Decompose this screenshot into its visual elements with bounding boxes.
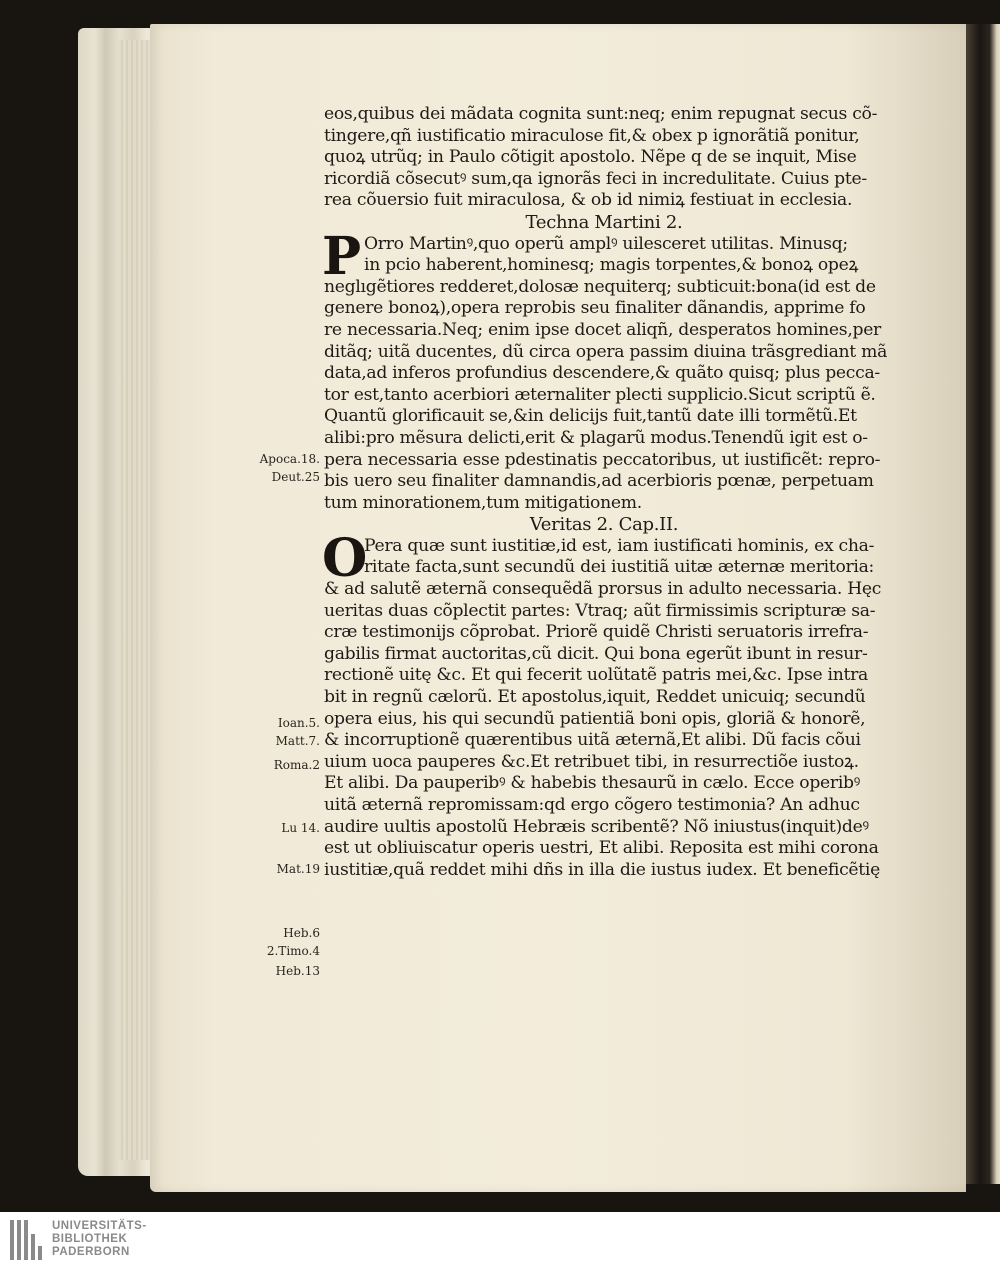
- text-line: opera eius, his qui secundũ patientiã boni opis, gloriã & honorẽ,: [324, 708, 866, 729]
- text-line: neglıgẽtiores redderet,dolosæ nequiterq; subticuit:bona(id est de: [324, 276, 876, 297]
- text-line: rea cõuersio fuit miraculosa, & ob id nimiꝝ festiuat in ecclesia.: [324, 190, 853, 211]
- margin-note: Apoca.18.: [259, 452, 320, 466]
- section-heading-veritas: Veritas 2. Cap.II.: [529, 514, 679, 536]
- text-line: quoꝝ utrũq; in Paulo cõtigit apostolo. Nẽpe q de se inquit, Mise: [324, 147, 857, 168]
- text-line: re necessaria.Neq; enim ipse docet aliqñ, desperatos homines,per: [324, 319, 881, 340]
- text-line: data,ad inferos profundius descendere,& quãto quisq; plus pecca-: [324, 363, 880, 384]
- drop-cap-o: O: [322, 527, 367, 589]
- logo-line: BIBLIOTHEK: [52, 1233, 128, 1245]
- text-line: ritate facta,sunt secundũ dei iustitiã uitæ æternæ meritoria:: [364, 557, 875, 578]
- text-line: eos,quibus dei mãdata cognita sunt:neq; enim repugnat secus cõ-: [324, 104, 878, 124]
- text-line: alibi:pro mẽsura delicti,erit & plagarũ modus.Tenendũ igit est o-: [324, 427, 868, 448]
- top-paragraph: [324, 104, 884, 212]
- text-line: uium uoca pauperes &c.Et retribuet tibi, in resurrectiõe iustoꝝ.: [324, 751, 859, 772]
- text-line: iustitiæ,quã reddet mihi dñs in illa die iustus iudex. Et beneficẽtię: [324, 859, 880, 880]
- text-line: pera necessaria esse pdestinatis peccatoribus, ut iustificẽt: repro-: [324, 449, 881, 470]
- text-line: ricordiã cõsecutꝰ sum,qa ignorãs feci in incredulitate. Cuius pte-: [324, 168, 867, 189]
- text-line: & ad salutẽ æternã consequẽdã prorsus in adulto necessaria. Hęc: [324, 579, 882, 600]
- logo-line: UNIVERSITÄTS-: [52, 1220, 147, 1232]
- text-line: rectionẽ uitę &c. Et qui fecerit uolũtatẽ patris mei,&c. Ipse intra: [324, 665, 868, 686]
- section-heading-techna: Techna Martini 2.: [525, 211, 683, 233]
- text-line: audire uultis apostolũ Hebræis scribentẽ? Nõ iniustus(inquit)deꝰ: [324, 816, 869, 837]
- text-line: tum minorationem,tum mitigationem.: [324, 492, 642, 513]
- drop-cap-p: P: [322, 225, 361, 287]
- text-line: gabilis firmat auctoritas,cũ dicit. Qui bona egerũt ibunt in resur-: [324, 643, 868, 664]
- margin-note: Deut.25: [271, 470, 320, 484]
- margin-note: Lu 14.: [281, 821, 320, 835]
- margin-note: Roma.2: [273, 758, 320, 772]
- footer: [0, 1212, 1000, 1268]
- margin-note: Heb.13: [275, 964, 320, 978]
- text-line: & incorruptionẽ quærentibus uitã æternã,Et alibi. Dũ facis cõui: [324, 730, 861, 751]
- text-line: cræ testimonijs cõprobat. Priorẽ quidẽ Christi seruatoris irrefra-: [324, 622, 869, 643]
- margin-note: Matt.7.: [275, 734, 320, 748]
- library-logo-icon: [10, 1220, 46, 1260]
- margin-note: Mat.19: [276, 862, 320, 876]
- text-line: Orro Martinꝰ,quo operũ amplꝰ uilesceret utilitas. Minusq;: [364, 233, 848, 254]
- techna-paragraph: [322, 225, 888, 515]
- text-line: est ut obliuiscatur operis uestri, Et alibi. Reposita est mihi corona: [324, 838, 879, 859]
- library-logo-text: [52, 1220, 147, 1259]
- margin-note: 2.Timo.4: [266, 944, 320, 958]
- margin-note: Heb.6: [283, 926, 320, 940]
- text-line: bit in regnũ cælorũ. Et apostolus,iquit, Reddet unicuiq; secundũ: [324, 687, 866, 708]
- logo-line: PADERBORN: [52, 1246, 130, 1258]
- page-text: [322, 104, 888, 881]
- text-line: ueritas duas cõplectit partes: Vtraq; aũt firmissimis scripturæ sa-: [324, 600, 876, 621]
- text-line: tingere,qñ iustificatio miraculose fit,& obex p ignorãtiã ponitur,: [324, 125, 860, 146]
- text-line: ditãq; uitã ducentes, dũ circa opera passim diuina trãsgrediant mã: [324, 341, 888, 362]
- text-line: genere bonoꝝ),opera reprobis seu finaliter dãnandis, apprime fo: [324, 298, 866, 319]
- text-line: Pera quæ sunt iustitiæ,id est, iam iustificati hominis, ex cha-: [364, 535, 875, 556]
- text-line: in pcio haberent,hominesq; magis torpentes,& bonoꝝ opeꝝ: [364, 255, 859, 276]
- book-gutter: [966, 24, 1000, 1184]
- margin-note: Ioan.5.: [277, 716, 320, 730]
- text-line: Quantũ glorificauit se,&in delicijs fuit,tantũ date illi tormẽtũ.Et: [324, 406, 857, 427]
- veritas-paragraph: [322, 527, 884, 882]
- text-line: Et alibi. Da pauperibꝰ & habebis thesaurũ in cælo. Ecce operibꝰ: [324, 773, 860, 794]
- text-line: tor est,tanto acerbiori æternaliter plecti supplicio.Sicut scriptũ ẽ.: [324, 384, 876, 405]
- text-line: bis uero seu finaliter damnandis,ad acerbioris pœnæ, perpetuam: [324, 471, 874, 492]
- text-line: uitã æternã repromissam:qd ergo cõgero testimonia? An adhuc: [324, 795, 860, 815]
